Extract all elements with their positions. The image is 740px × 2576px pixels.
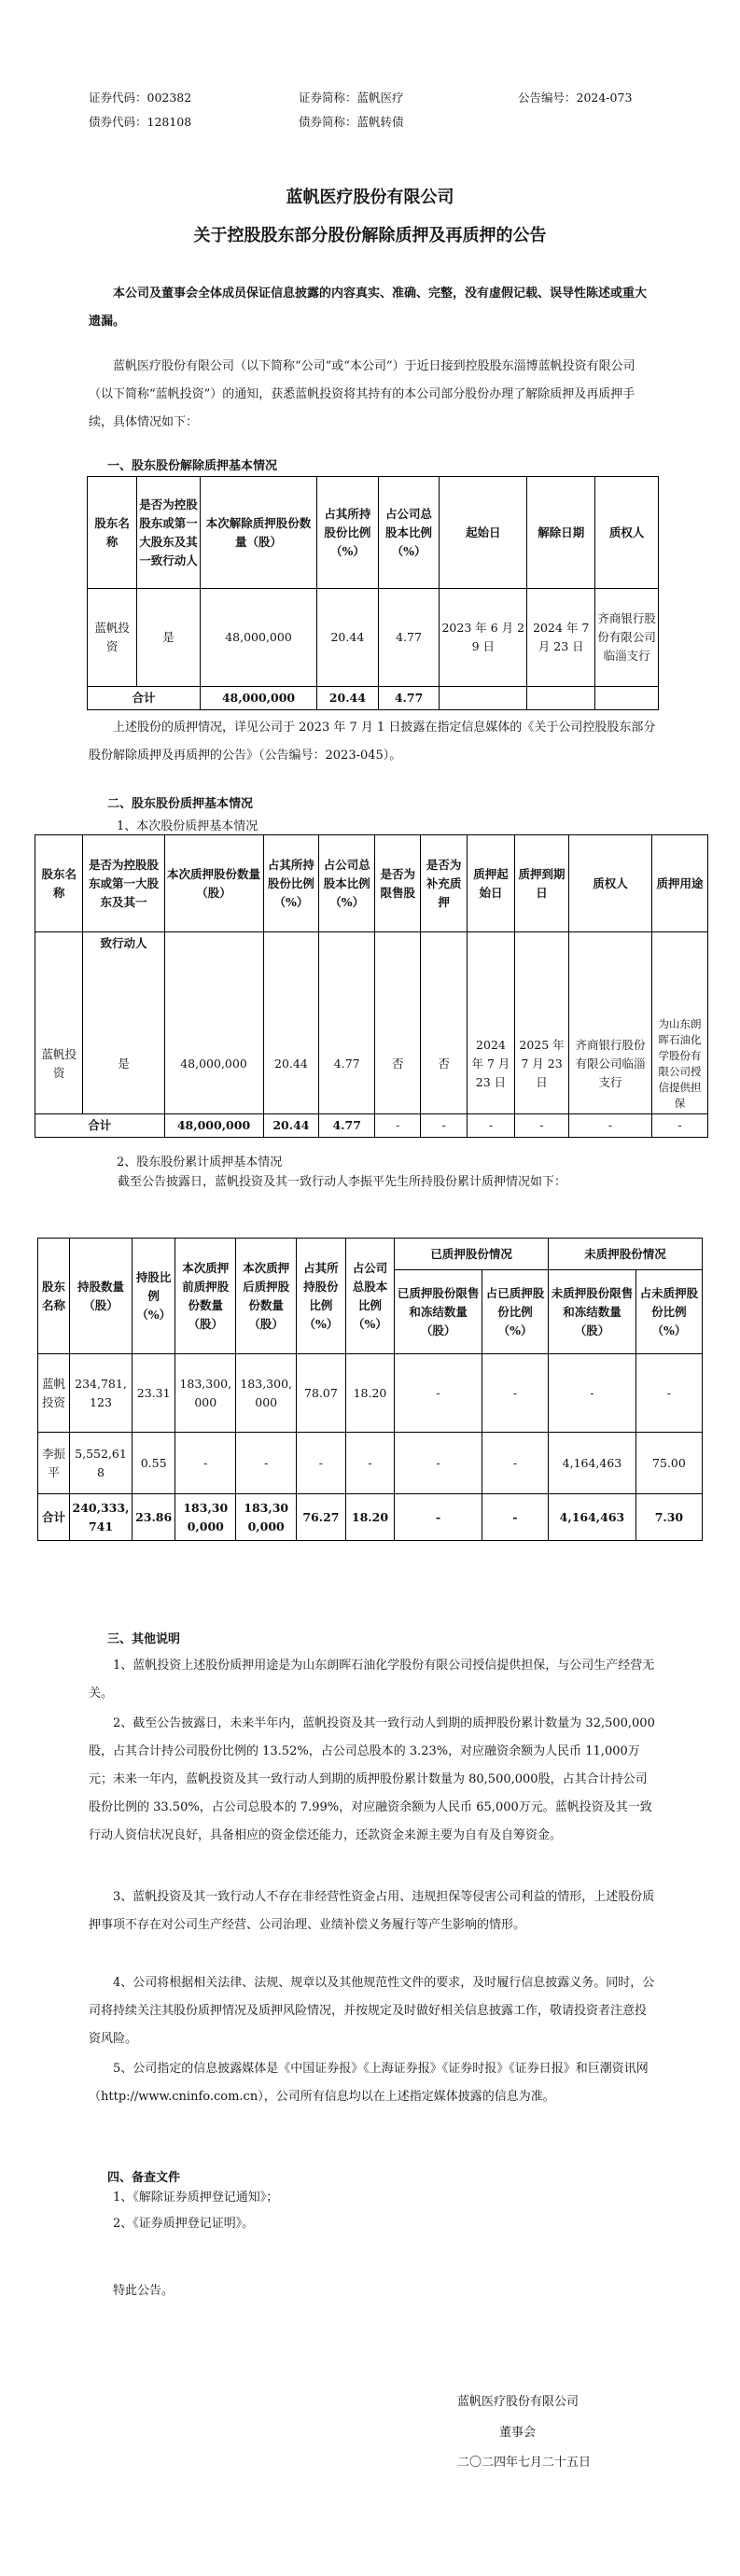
section3-item: 1、蓝帆投资上述股份质押用途是为山东朗晖石油化学股份有限公司授信提供担保，与公司生产经营无关。 (89, 1659, 655, 1701)
section2-title: 二、股东股份质押基本情况 (107, 797, 254, 811)
table-cell: 20.44 (317, 687, 379, 710)
table-cell: - (375, 1113, 421, 1137)
col-header: 本次质押股份数量（股） (164, 835, 263, 932)
table-cell: 75.00 (635, 1433, 702, 1494)
table-cell: - (421, 1113, 467, 1137)
col-header: 占其所持股份比例（%） (317, 477, 379, 589)
signature-company: 蓝帆医疗股份有限公司 (457, 2395, 579, 2409)
cumulative-pledge-table (37, 1238, 703, 1541)
table-cell: - (175, 1433, 236, 1494)
table-cell: 合计 (38, 1494, 70, 1541)
signature-date: 二〇二四年七月二十五日 (457, 2456, 592, 2470)
stock-name: 证券简称：蓝帆医疗 (299, 91, 404, 105)
col-header: 本次解除质押股份数量（股） (200, 477, 316, 589)
table-cell: 否 (421, 1015, 467, 1114)
col-header: 是否为控股股东或第一大股东及其一致行动人 (137, 477, 201, 589)
intro-paragraph: 蓝帆医疗股份有限公司（以下简称“公司”或“本公司”）于近日接到控股股东淄博蓝帆投资有限公司（以下简称“蓝帆投资”）的通知，获悉蓝帆投资将其持有的本公司部分股份办理了解除质押及再质押手续，具体情况如下： (89, 359, 635, 429)
table-total-row (35, 1113, 708, 1137)
table-cell: 20.44 (317, 589, 379, 687)
col-header: 本次质押前质押股份数量（股） (175, 1239, 236, 1354)
table-cell: - (515, 1113, 569, 1137)
table-cell: 蓝帆投资 (38, 1354, 70, 1433)
declaration: 本公司及董事会全体成员保证信息披露的内容真实、准确、完整，没有虚假记载、误导性陈述或重大遗漏。 (89, 287, 648, 329)
table-row (35, 1015, 708, 1114)
col-header: 占其所持股份比例（%） (297, 1239, 346, 1354)
table-cell: 7.30 (635, 1494, 702, 1541)
table-cell: - (482, 1494, 548, 1541)
table-cell: 0.55 (132, 1433, 175, 1494)
col-header: 未质押股份限售和冻结数量（股） (549, 1270, 636, 1354)
col-header: 占公司总股本比例（%） (319, 835, 375, 932)
table-cell: 18.20 (345, 1354, 395, 1433)
table-cell: - (395, 1494, 482, 1541)
section4-item: 1、《解除证券质押登记通知》； (113, 2191, 279, 2205)
col-header: 质押起始日 (467, 835, 514, 932)
col-header: 是否为控股股东或第一大股东及其一 (83, 835, 164, 932)
col-header: 股东名称 (35, 835, 83, 932)
section3-item: 4、公司将根据相关法律、法规、规章以及其他规范性文件的要求，及时履行信息披露义务。同时，公司将持续关注其股份质押情况及质押风险情况，并按规定及时做好相关信息披露工作，敬请投资者注意投资风险。 (89, 1976, 655, 2046)
table-cell: 2023 年 6 月 29 日 (440, 589, 527, 687)
section2-sub2-intro: 截至公告披露日，蓝帆投资及其一致行动人李振平先生所持股份累计质押情况如下： (118, 1175, 567, 1189)
bond-name: 债券简称：蓝帆转债 (299, 115, 404, 129)
table-cell: 否 (375, 1015, 421, 1114)
table-cell: - (395, 1354, 482, 1433)
table-cell: - (395, 1433, 482, 1494)
stock-code: 证券代码：002382 (89, 91, 192, 105)
table-cell: - (635, 1354, 702, 1433)
col-header: 股东名称 (88, 477, 137, 589)
table-cell: 2025 年 7 月 23 日 (515, 1015, 569, 1114)
table-cell: 齐商银行股份有限公司临淄支行 (595, 589, 659, 687)
section1-title: 一、股东股份解除质押基本情况 (107, 459, 278, 473)
col-header: 质押到期日 (515, 835, 569, 932)
col-header: 起始日 (440, 477, 527, 589)
table-cell: 23.31 (132, 1354, 175, 1433)
table-cell: 4.77 (319, 1015, 375, 1114)
table-cell: 2024 年 7 月 23 日 (467, 1015, 514, 1114)
signature-board: 董事会 (499, 2426, 537, 2440)
section3-item: 5、公司指定的信息披露媒体是《中国证券报》《上海证券报》《证券时报》《证券日报》和巨潮资讯网（http://www.cninfo.com.cn），公司所有信息均以在上述指定媒体披露的信息为准。 (89, 2062, 649, 2104)
table-cell: 4.77 (378, 687, 440, 710)
company-title: 蓝帆医疗股份有限公司 (286, 188, 454, 207)
table-cell: 4.77 (319, 1113, 375, 1137)
col-header: 已质押股份限售和冻结数量（股） (395, 1270, 482, 1354)
table-cell: 齐商银行股份有限公司临淄支行 (568, 1015, 651, 1114)
document-header (0, 89, 740, 137)
table-cell: - (482, 1354, 548, 1433)
table-cell: 蓝帆投资 (35, 1015, 83, 1114)
table-cell: 48,000,000 (164, 1113, 263, 1137)
table-cell: 20.44 (263, 1113, 319, 1137)
col-header: 未质押股份情况 (549, 1239, 703, 1270)
release-pledge-table (87, 476, 659, 710)
table-cell: 蓝帆投资 (88, 589, 137, 687)
table-cell: 4,164,463 (549, 1494, 636, 1541)
table-cell: 2024 年 7 月 23 日 (527, 589, 595, 687)
section4-title: 四、备查文件 (107, 2171, 181, 2185)
table-cell: 48,000,000 (200, 589, 316, 687)
table-cell (527, 687, 595, 710)
col-header: 占其所持股份比例（%） (263, 835, 319, 932)
table-cell: - (652, 1113, 708, 1137)
table-cell: 48,000,000 (200, 687, 316, 710)
table-cell: - (345, 1433, 395, 1494)
col-header: 持股数量（股） (70, 1239, 133, 1354)
table-cell: 4,164,463 (549, 1433, 636, 1494)
section3-item: 2、截至公告披露日，未来半年内，蓝帆投资及其一致行动人到期的质押股份累计数量为 32,500,000股，占其合计持公司股份比例的 13.52%，占公司总股本的 3.23%，对应融资余额为人民币 11,000万元；未来一年内，蓝帆投资及其一致行动人到期的质押股份累计数量为 80,500,000股，占其合计持公司股份比例的 33.50%，占公司总股本的 7.99%，对应融资余额为人民币 65,000万元。蓝帆投资及其一致行动人资信状况良好，具备相应的资金偿还能力，还款资金来源主要为自有及自筹资金。 (89, 1716, 655, 1842)
table-total-row (38, 1494, 703, 1541)
table-cell: 18.20 (345, 1494, 395, 1541)
col-header-continued: 致行动人 (83, 932, 164, 1015)
col-header: 是否为补充质押 (421, 835, 467, 932)
section2-sub1: 1、本次股份质押基本情况 (117, 819, 258, 833)
table-row (38, 1354, 703, 1433)
table-cell (595, 687, 659, 710)
document-title: 关于控股股东部分股份解除质押及再质押的公告 (193, 226, 547, 245)
col-header: 占已质押股份比例（%） (482, 1270, 548, 1354)
section3-item: 3、蓝帆投资及其一致行动人不存在非经营性资金占用、违规担保等侵害公司利益的情形，上述股份质押事项不存在对公司生产经营、公司治理、业绩补偿义务履行等产生影响的情形。 (89, 1890, 655, 1932)
table-cell: 23.86 (132, 1494, 175, 1541)
col-header: 本次质押后质押股份数量（股） (236, 1239, 297, 1354)
col-header: 质押用途 (652, 835, 708, 932)
table-cell: - (236, 1433, 297, 1494)
col-header: 占公司总股本比例（%） (378, 477, 440, 589)
table-cell: 是 (83, 1015, 164, 1114)
section4-item: 2、《证券质押登记证明》。 (113, 2217, 255, 2231)
table-cell: - (467, 1113, 514, 1137)
table-cell: - (482, 1433, 548, 1494)
col-header: 是否为限售股 (375, 835, 421, 932)
table-cell: 76.27 (297, 1494, 346, 1541)
table-cell: 为山东朗晖石油化学股份有限公司授信提供担保 (652, 1015, 708, 1114)
col-header: 质权人 (568, 835, 651, 932)
section3-title: 三、其他说明 (107, 1632, 181, 1646)
col-header: 已质押股份情况 (395, 1239, 549, 1270)
col-header: 解除日期 (527, 477, 595, 589)
table-cell (440, 687, 527, 710)
table-cell: - (549, 1354, 636, 1433)
table-cell: 20.44 (263, 1015, 319, 1114)
col-header: 占公司总股本比例（%） (345, 1239, 395, 1354)
col-header: 占未质押股份比例（%） (635, 1270, 702, 1354)
announcement-number: 公告编号：2024-073 (518, 91, 633, 105)
table-cell: 合计 (35, 1113, 165, 1137)
section1-note: 上述股份的质押情况，详见公司于 2023 年 7 月 1 日披露在指定信息媒体的《关于公司控股股东部分股份解除质押及再质押的公告》（公告编号：2023-045）。 (89, 721, 656, 763)
section2-sub2: 2、股东股份累计质押基本情况 (117, 1155, 283, 1169)
table-cell: 5,552,618 (70, 1433, 133, 1494)
table-cell: 4.77 (378, 589, 440, 687)
bond-code: 债券代码：128108 (89, 115, 192, 129)
pledge-table (35, 834, 708, 1138)
table-cell: 48,000,000 (164, 1015, 263, 1114)
table-cell: 是 (137, 589, 201, 687)
table-cell: 78.07 (297, 1354, 346, 1433)
table-cell: 李振平 (38, 1433, 70, 1494)
table-cell: 234,781,123 (70, 1354, 133, 1433)
table-cell: - (297, 1433, 346, 1494)
table-cell: - (568, 1113, 651, 1137)
table-cell: 合计 (88, 687, 201, 710)
table-cell: 183,300,000 (236, 1494, 297, 1541)
table-total-row (88, 687, 659, 710)
table-row (88, 589, 659, 687)
col-header: 质权人 (595, 477, 659, 589)
table-cell: 240,333,741 (70, 1494, 133, 1541)
col-header: 持股比例（%） (132, 1239, 175, 1354)
table-cell: 183,300,000 (175, 1354, 236, 1433)
table-row (38, 1433, 703, 1494)
col-header: 股东名称 (38, 1239, 70, 1354)
table-cell: 183,300,000 (236, 1354, 297, 1433)
closing-text: 特此公告。 (113, 2284, 175, 2298)
table-cell: 183,300,000 (175, 1494, 236, 1541)
